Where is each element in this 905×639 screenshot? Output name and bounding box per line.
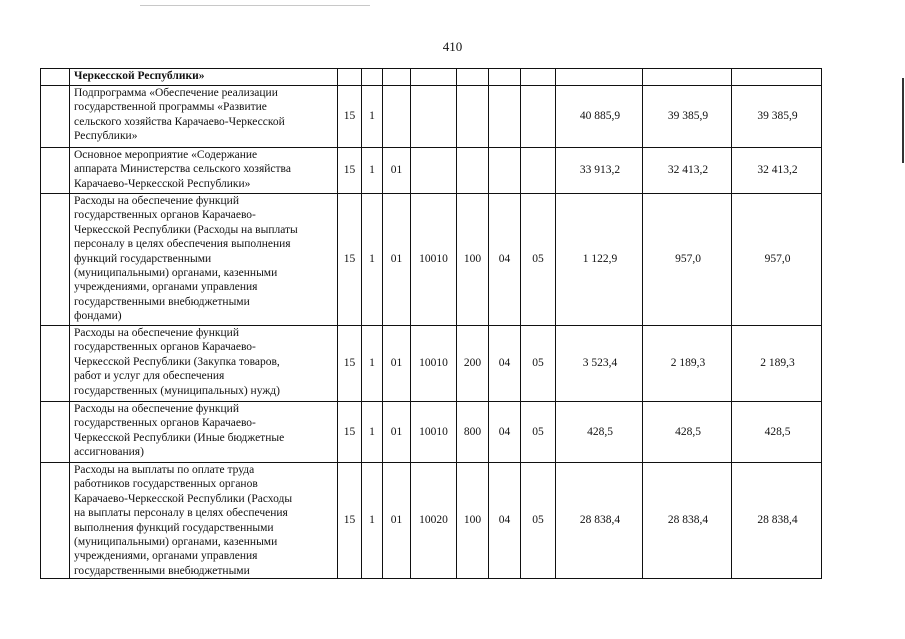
page-number: 410 — [442, 39, 463, 54]
column-subsection: 05 — [521, 402, 556, 463]
column-expense-type — [457, 148, 489, 194]
column-amount-year-2: 428,5 — [643, 402, 732, 463]
column-subprogram-code — [383, 86, 411, 148]
column-amount-year-1: 28 838,4 — [556, 463, 643, 579]
table-row — [41, 148, 822, 194]
column-ministry-code: 15 — [338, 86, 362, 148]
row-number-cell — [41, 402, 70, 463]
column-amount-year-3: 2 189,3 — [732, 326, 822, 402]
column-section — [489, 86, 521, 148]
table-body — [41, 69, 822, 579]
column-subsection — [521, 86, 556, 148]
column-subprogram-code: 01 — [383, 402, 411, 463]
column-measure-code — [411, 86, 457, 148]
column-amount-year-3: 32 413,2 — [732, 148, 822, 194]
table-row — [41, 194, 822, 326]
expense-name-cell: Черкесской Республики» — [70, 69, 338, 86]
column-amount-year-1: 40 885,9 — [556, 86, 643, 148]
column-amount-year-1 — [556, 69, 643, 86]
column-amount-year-2: 957,0 — [643, 194, 732, 326]
column-expense-type: 100 — [457, 463, 489, 579]
column-section: 04 — [489, 402, 521, 463]
table-row — [41, 86, 822, 148]
expense-name-cell: Расходы на обеспечение функций государственных органов Карачаево- Черкесской Республики (Иные бюджетные ассигнования) — [70, 402, 338, 463]
column-amount-year-1: 3 523,4 — [556, 326, 643, 402]
table-row — [41, 463, 822, 579]
column-expense-type: 100 — [457, 194, 489, 326]
scan-edge-mark — [902, 78, 904, 163]
table-row — [41, 69, 822, 86]
column-subsection — [521, 148, 556, 194]
budget-table — [40, 68, 822, 579]
column-subsection: 05 — [521, 463, 556, 579]
expense-name-cell: Основное мероприятие «Содержание аппарата Министерства сельского хозяйства Карачаево-Черкесской Республики» — [70, 148, 338, 194]
column-subprogram-code — [383, 69, 411, 86]
column-measure-code — [411, 148, 457, 194]
column-amount-year-2: 2 189,3 — [643, 326, 732, 402]
column-subprogram-code: 01 — [383, 463, 411, 579]
column-program-code: 1 — [362, 402, 383, 463]
column-measure-code: 10020 — [411, 463, 457, 579]
row-number-cell — [41, 148, 70, 194]
column-amount-year-2: 32 413,2 — [643, 148, 732, 194]
column-expense-type — [457, 86, 489, 148]
column-subsection: 05 — [521, 326, 556, 402]
table-row — [41, 402, 822, 463]
column-expense-type: 200 — [457, 326, 489, 402]
expense-name-cell: Расходы на обеспечение функций государственных органов Карачаево- Черкесской Республики (Закупка товаров, работ и услуг для обеспечения государственных (муниципальных) нужд) — [70, 326, 338, 402]
column-expense-type — [457, 69, 489, 86]
column-program-code: 1 — [362, 148, 383, 194]
column-measure-code: 10010 — [411, 402, 457, 463]
expense-name-cell: Расходы на обеспечение функций государственных органов Карачаево- Черкесской Республики (Расходы на выплаты персоналу в целях обеспечения выполнения функций государственными (муниципальными) органами, казенными учреждениями, органами управления государственными внебюджетными фондами) — [70, 194, 338, 326]
table-row — [41, 326, 822, 402]
column-program-code: 1 — [362, 194, 383, 326]
column-amount-year-2: 28 838,4 — [643, 463, 732, 579]
column-measure-code: 10010 — [411, 326, 457, 402]
column-amount-year-3: 39 385,9 — [732, 86, 822, 148]
column-ministry-code — [338, 69, 362, 86]
column-amount-year-1: 33 913,2 — [556, 148, 643, 194]
column-program-code: 1 — [362, 86, 383, 148]
column-amount-year-3 — [732, 69, 822, 86]
expense-name-cell: Подпрограмма «Обеспечение реализации государственной программы «Развитие сельского хозяйства Карачаево-Черкесской Республики» — [70, 86, 338, 148]
column-measure-code: 10010 — [411, 194, 457, 326]
column-subprogram-code: 01 — [383, 194, 411, 326]
column-ministry-code: 15 — [338, 402, 362, 463]
column-section: 04 — [489, 463, 521, 579]
column-amount-year-1: 1 122,9 — [556, 194, 643, 326]
column-ministry-code: 15 — [338, 463, 362, 579]
row-number-cell — [41, 69, 70, 86]
column-subsection: 05 — [521, 194, 556, 326]
column-measure-code — [411, 69, 457, 86]
column-section — [489, 69, 521, 86]
column-subsection — [521, 69, 556, 86]
column-ministry-code: 15 — [338, 194, 362, 326]
column-amount-year-3: 957,0 — [732, 194, 822, 326]
column-expense-type: 800 — [457, 402, 489, 463]
column-amount-year-3: 28 838,4 — [732, 463, 822, 579]
row-number-cell — [41, 326, 70, 402]
column-ministry-code: 15 — [338, 326, 362, 402]
expense-name-cell: Расходы на выплаты по оплате труда работников государственных органов Карачаево-Черкесской Республики (Расходы на выплаты персоналу в целях обеспечения выполнения функций государственными (муниципальными) органами, казенными учреждениями, органами управления государственными внебюджетными — [70, 463, 338, 579]
column-section — [489, 148, 521, 194]
column-section: 04 — [489, 194, 521, 326]
row-number-cell — [41, 463, 70, 579]
column-program-code — [362, 69, 383, 86]
row-number-cell — [41, 194, 70, 326]
column-subprogram-code: 01 — [383, 148, 411, 194]
row-number-cell — [41, 86, 70, 148]
scan-edge-line — [140, 5, 370, 6]
column-amount-year-2: 39 385,9 — [643, 86, 732, 148]
column-subprogram-code: 01 — [383, 326, 411, 402]
column-program-code: 1 — [362, 463, 383, 579]
column-ministry-code: 15 — [338, 148, 362, 194]
column-program-code: 1 — [362, 326, 383, 402]
column-amount-year-3: 428,5 — [732, 402, 822, 463]
column-amount-year-1: 428,5 — [556, 402, 643, 463]
column-amount-year-2 — [643, 69, 732, 86]
column-section: 04 — [489, 326, 521, 402]
